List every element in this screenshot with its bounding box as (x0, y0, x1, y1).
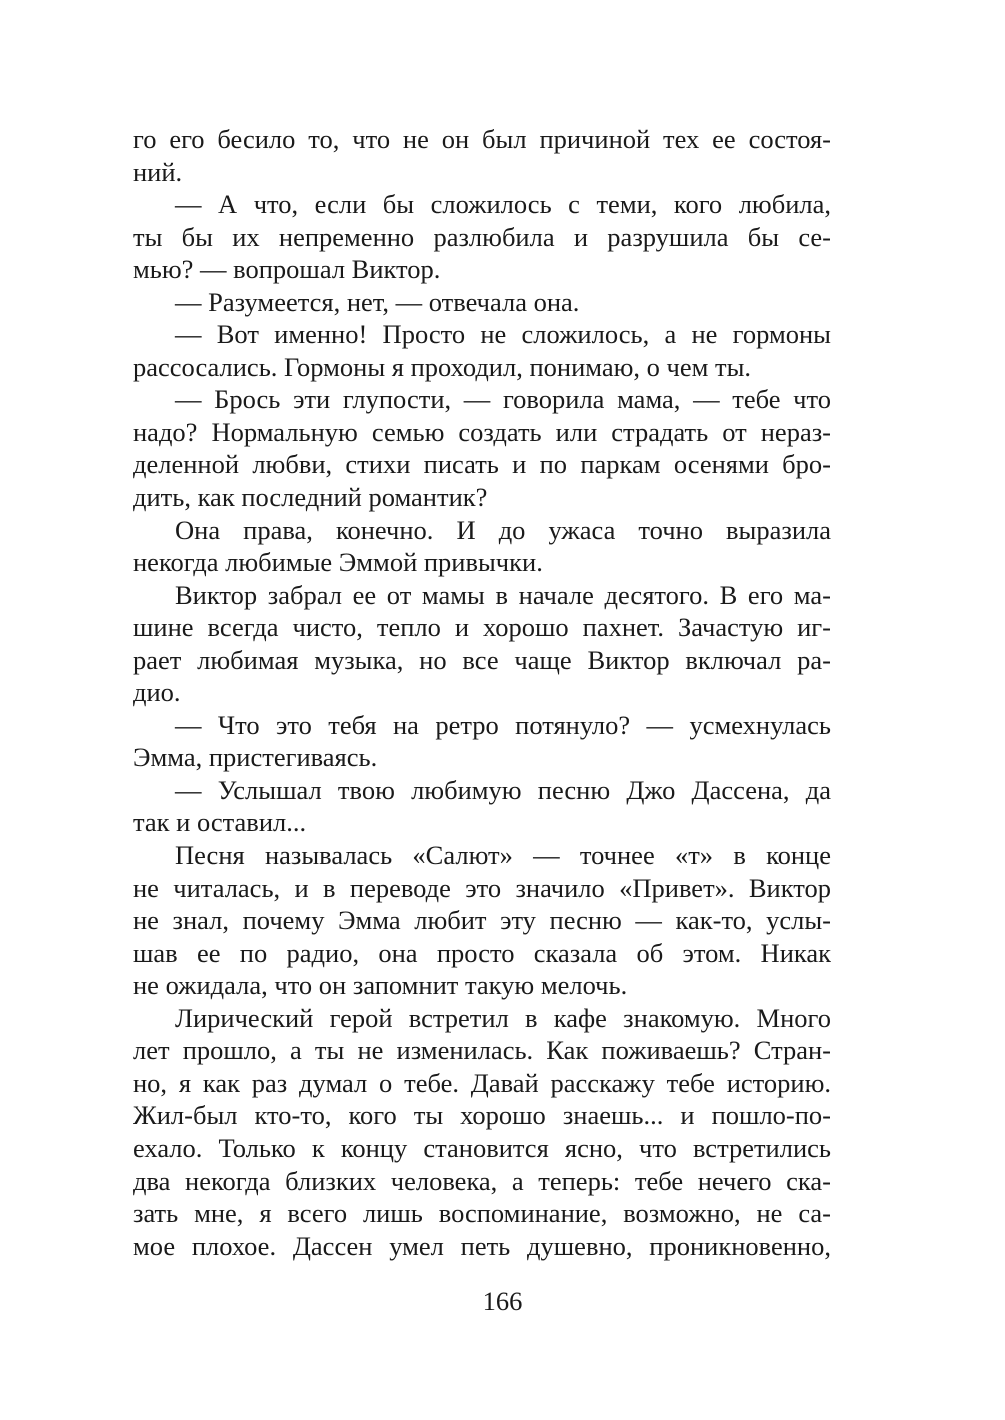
text-line: го его бесило то, что не он был причиной тех ее состоя- (133, 124, 831, 154)
text-line: ний. (133, 156, 183, 187)
text-line: ты бы их непременно разлюбила и разрушила бы се- (133, 221, 831, 252)
text-line: — Разумеется, нет, — отвечала она. (175, 286, 580, 317)
text-line: надо? Нормальную семью создать или страдать от нераз- (133, 416, 831, 447)
text-line: не знал, почему Эмма любит эту песню — как-то, услы- (133, 905, 831, 936)
text-line: — Вот именно! Просто не сложилось, а не гормоны (175, 319, 831, 350)
text-line: Эмма, пристегиваясь. (133, 742, 378, 773)
text-line: два некогда близких человека, а теперь: тебе нечего ска- (133, 1165, 831, 1196)
text-line: Она права, конечно. И до ужаса точно выразила (175, 514, 831, 545)
text-line: Песня называлась «Салют» — точнее «т» в конце (175, 840, 831, 871)
text-line: рассосались. Гормоны я проходил, понимаю, о чем ты. (133, 351, 752, 382)
text-line: Жил-был кто-то, кого ты хорошо знаешь... и пошло-по- (133, 1100, 831, 1131)
text-line: мью? — вопрошал Виктор. (133, 254, 441, 285)
text-line: шине всегда чисто, тепло и хорошо пахнет. Зачастую иг- (133, 612, 831, 643)
text-line: — Что это тебя на ретро потянуло? — усмехнулась (175, 709, 831, 740)
text-line: не ожидала, что он запомнит такую мелочь. (133, 970, 628, 1001)
text-line: не читалась, и в переводе это значило «Привет». Виктор (133, 872, 831, 903)
text-line: ехало. Только к концу становится ясно, что встретились (133, 1132, 831, 1163)
text-line: Виктор забрал ее от мамы в начале десятого. В его ма- (175, 579, 831, 610)
page-number: 166 (482, 1286, 523, 1316)
text-line: некогда любимые Эммой привычки. (133, 547, 543, 578)
text-line: рает любимая музыка, но все чаще Виктор включал ра- (133, 644, 831, 675)
text-line: дить, как последний романтик? (133, 482, 488, 513)
text-line: — Брось эти глупости, — говорила мама, — тебе что (175, 384, 831, 415)
text-line: — Услышал твою любимую песню Джо Дассена, да (175, 774, 831, 805)
text-line: дио. (133, 677, 181, 708)
text-line: зать мне, я всего лишь воспоминание, возможно, не са- (133, 1198, 831, 1229)
text-line: Лирический герой встретил в кафе знакомую. Много (175, 1002, 831, 1033)
text-line: мое плохое. Дассен умел петь душевно, проникновенно, (133, 1230, 831, 1261)
text-line: но, я как раз думал о тебе. Давай расскажу тебе историю. (133, 1067, 831, 1098)
text-line: лет прошло, а ты не изменилась. Как поживаешь? Стран- (133, 1035, 831, 1066)
text-line: — А что, если бы сложилось с теми, кого любила, (175, 189, 831, 220)
text-line: деленной любви, стихи писать и по паркам осенями бро- (133, 449, 831, 480)
text-line: шав ее по радио, она просто сказала об этом. Никак (133, 937, 831, 968)
text-line: так и оставил... (133, 807, 307, 838)
body-text (133, 123, 831, 1262)
